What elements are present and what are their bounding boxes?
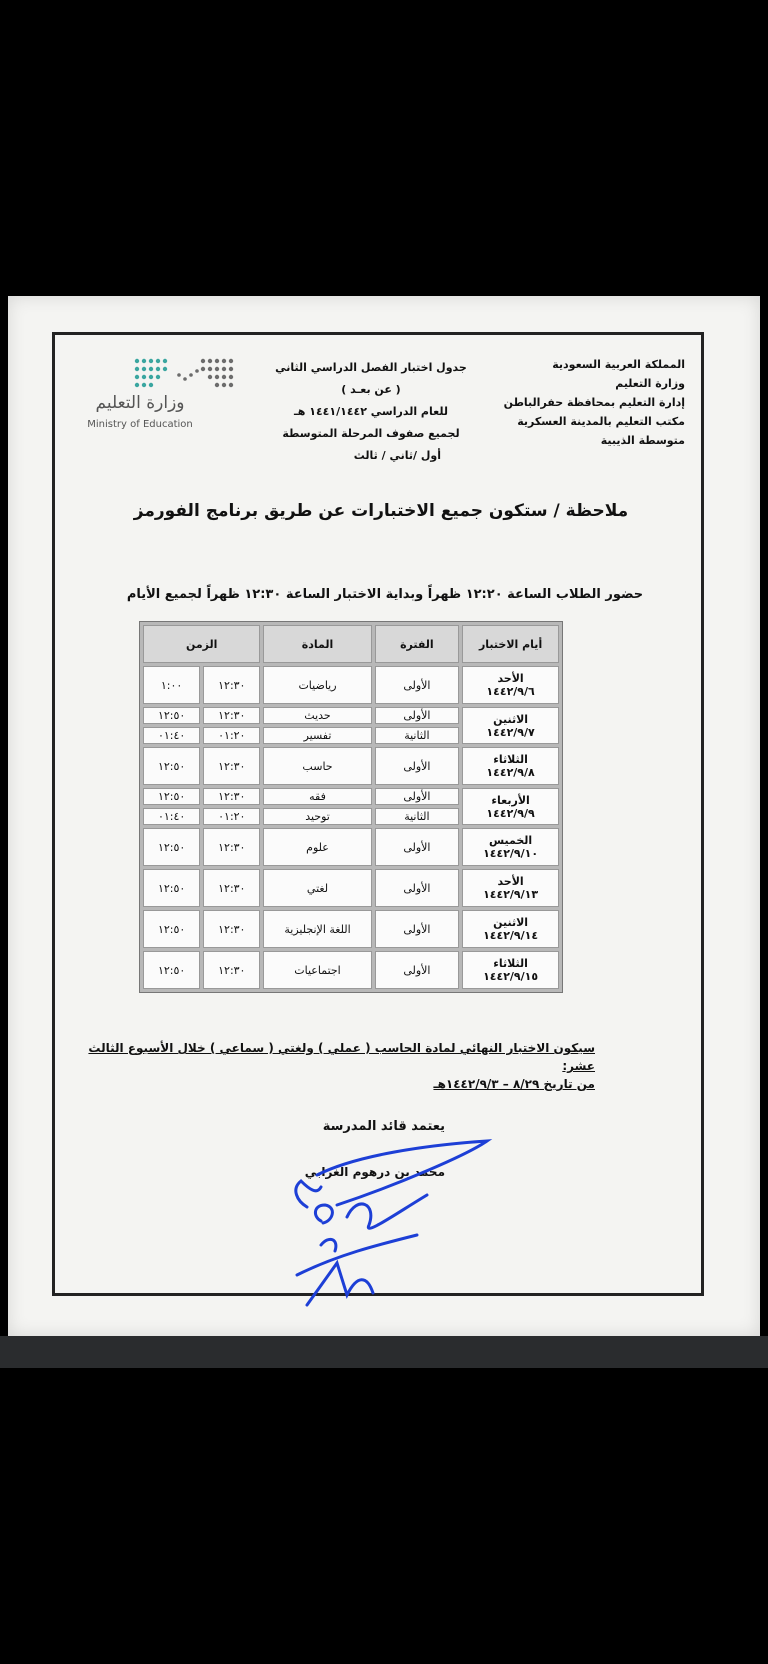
logo-arabic-text: وزارة التعليم <box>95 393 185 413</box>
target-grades: أول /ثاني / ثالث <box>353 449 441 462</box>
subject-cell: حديث <box>263 707 371 724</box>
day-date: ١٤٤٢/٩/٦ <box>486 685 535 698</box>
end-time-cell: ١:٠٠ <box>143 666 200 704</box>
start-time-cell: ١٢:٣٠ <box>203 788 260 805</box>
header-period: الفترة <box>375 625 460 663</box>
end-time-cell: ١٢:٥٠ <box>143 869 200 907</box>
day-cell <box>462 910 559 948</box>
table-row <box>143 910 559 948</box>
header-directorate: إدارة التعليم بمحافظة حفرالباطن <box>503 396 685 409</box>
day-date: ١٤٤٢/٩/٨ <box>486 766 535 779</box>
document-frame <box>52 332 704 1296</box>
table-body <box>143 666 559 989</box>
period-cell: الثانية <box>375 727 460 744</box>
header-time: الزمن <box>143 625 260 663</box>
day-name: الثلاثاء <box>493 957 528 970</box>
ministry-logo <box>75 353 205 443</box>
final-exam-line-2: من تاريخ ٨/٢٩ – ١٤٤٢/٩/٣هـ <box>433 1077 595 1091</box>
day-name: الاثنين <box>493 712 529 726</box>
schedule-title: جدول اختبار الفصل الدراسي الثاني <box>275 361 467 374</box>
table-row <box>143 707 559 724</box>
attendance-note: حضور الطلاب الساعة ١٢:٢٠ ظهراً وبداية الاختبار الساعة ١٢:٣٠ ظهراً لجميع الأيام <box>126 587 644 602</box>
end-time-cell: ١٢:٥٠ <box>143 788 200 805</box>
schedule-mode: ( عن بعـد ) <box>341 383 401 396</box>
day-cell <box>462 788 559 825</box>
day-date: ١٤٤٢/٩/١٥ <box>483 970 539 983</box>
end-time-cell: ١٢:٥٠ <box>143 951 200 989</box>
end-time-cell: ٠١:٤٠ <box>143 808 200 825</box>
day-cell <box>462 869 559 907</box>
exam-schedule-table <box>139 621 563 993</box>
table-row <box>143 666 559 704</box>
end-time-cell: ١٢:٥٠ <box>143 707 200 724</box>
table-row <box>143 951 559 989</box>
period-cell: الأولى <box>375 666 460 704</box>
start-time-cell: ٠١:٢٠ <box>203 727 260 744</box>
header-office: مكتب التعليم بالمدينة العسكرية <box>517 415 685 428</box>
day-name: الخميس <box>488 834 533 847</box>
period-cell: الثانية <box>375 808 460 825</box>
day-date: ١٤٤٢/٩/٩ <box>486 806 535 820</box>
day-name: الأحد <box>497 875 524 888</box>
period-cell: الأولى <box>375 910 460 948</box>
period-cell: الأولى <box>375 788 460 805</box>
start-time-cell: ١٢:٣٠ <box>203 869 260 907</box>
day-date: ١٤٤٢/٩/٧ <box>486 725 535 739</box>
ministry-header <box>495 355 685 450</box>
header-days: أيام الاختبار <box>462 625 559 663</box>
end-time-cell: ١٢:٥٠ <box>143 910 200 948</box>
signature-stamp-icon <box>277 1125 527 1335</box>
day-cell <box>462 666 559 704</box>
day-date: ١٤٤٢/٩/١٠ <box>483 847 539 860</box>
start-time-cell: ١٢:٣٠ <box>203 707 260 724</box>
day-cell <box>462 951 559 989</box>
subject-cell: توحيد <box>263 808 371 825</box>
subject-cell: لغتي <box>263 869 371 907</box>
start-time-cell: ١٢:٣٠ <box>203 747 260 785</box>
forms-note: ملاحظة / ستكون جميع الاختبارات عن طريق برنامج الفورمز <box>133 501 629 521</box>
period-cell: الأولى <box>375 747 460 785</box>
table-header-row <box>143 625 559 663</box>
background-ledge <box>0 1336 768 1368</box>
end-time-cell: ١٢:٥٠ <box>143 828 200 866</box>
principal-name: محمد بن درهوم الغرابي <box>304 1165 445 1179</box>
day-date: ١٤٤٢/٩/١٤ <box>483 929 539 942</box>
header-school: متوسطة الذيبية <box>600 434 685 447</box>
table-row <box>143 747 559 785</box>
approval-title: يعتمد قائد المدرسة <box>322 1119 445 1134</box>
header-ministry: وزارة التعليم <box>615 377 685 390</box>
day-name: الثلاثاء <box>493 753 528 766</box>
period-cell: الأولى <box>375 951 460 989</box>
day-date: ١٤٤٢/٩/١٣ <box>483 888 539 901</box>
schedule-title-block <box>251 357 491 467</box>
header-subject: المادة <box>263 625 371 663</box>
start-time-cell: ١٢:٣٠ <box>203 666 260 704</box>
table-row <box>143 788 559 805</box>
subject-cell: تفسير <box>263 727 371 744</box>
academic-year: للعام الدراسي ١٤٤١/١٤٤٢ هـ <box>294 405 448 418</box>
final-exam-line-1: سيكون الاختبار النهائي لمادة الحاسب ( عملي ) ولغتي ( سماعي ) خلال الأسبوع الثالث عشر: <box>88 1041 595 1073</box>
table-row <box>143 869 559 907</box>
day-cell <box>462 747 559 785</box>
final-exam-note <box>75 1039 595 1093</box>
logo-english-text: Ministry of Education <box>87 419 193 430</box>
day-cell <box>462 707 559 744</box>
period-cell: الأولى <box>375 869 460 907</box>
day-name: الأحد <box>497 672 524 685</box>
start-time-cell: ٠١:٢٠ <box>203 808 260 825</box>
period-cell: الأولى <box>375 707 460 724</box>
day-name: الأربعاء <box>491 793 530 807</box>
start-time-cell: ١٢:٣٠ <box>203 951 260 989</box>
subject-cell: اللغة الإنجليزية <box>263 910 371 948</box>
period-cell: الأولى <box>375 828 460 866</box>
subject-cell: علوم <box>263 828 371 866</box>
target-stage: لجميع صفوف المرحلة المتوسطة <box>282 427 460 440</box>
subject-cell: فقه <box>263 788 371 805</box>
logo-dots-icon <box>131 355 235 389</box>
start-time-cell: ١٢:٣٠ <box>203 910 260 948</box>
background-bottom <box>0 1368 768 1664</box>
end-time-cell: ١٢:٥٠ <box>143 747 200 785</box>
table-row <box>143 828 559 866</box>
start-time-cell: ١٢:٣٠ <box>203 828 260 866</box>
subject-cell: اجتماعيات <box>263 951 371 989</box>
day-cell <box>462 828 559 866</box>
subject-cell: رياضيات <box>263 666 371 704</box>
day-name: الاثنين <box>493 916 529 929</box>
end-time-cell: ٠١:٤٠ <box>143 727 200 744</box>
document-page <box>8 296 760 1336</box>
header-country: المملكة العربية السعودية <box>552 358 685 371</box>
subject-cell: حاسب <box>263 747 371 785</box>
